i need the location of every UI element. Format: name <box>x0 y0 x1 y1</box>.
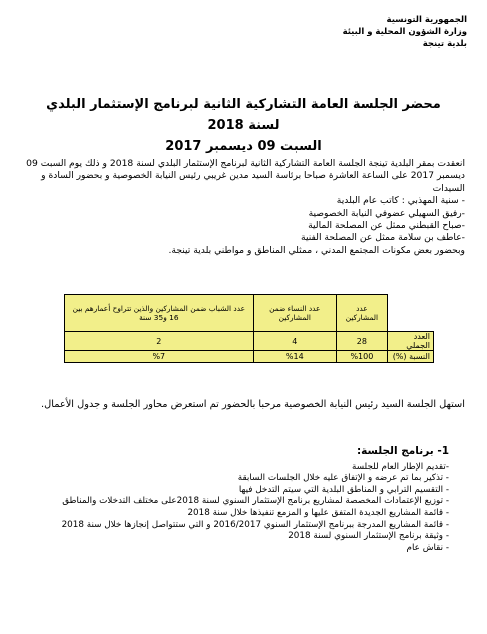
agenda-list <box>22 462 449 555</box>
attendee-item: -رفيق السهيلي عضوفي النيابة الخصوصية <box>308 207 465 219</box>
agenda-item: - قائمة المشاريع المدرجة ببرنامج الإستثمار السنوي 2016/2017 و التي ستتواصل إنجازها خلال سنة 2018 <box>61 519 449 530</box>
table-cell: %14 <box>253 351 336 363</box>
title-line-1: محضر الجلسة العامة التشاركية الثانية لبرنامج الإستثمار البلدي <box>46 97 441 112</box>
table-cell: 2 <box>65 332 254 351</box>
agenda-section <box>22 446 449 554</box>
intro-closing: وبحضور بعض مكونات المجتمع المدني ، ممثلي المناطق و مواطني بلدية تينجة. <box>168 244 465 256</box>
intro-section <box>22 158 465 257</box>
agenda-item: - التقسيم الترابي و المناطق البلدية التي سيتم التدخل فيها <box>238 484 449 495</box>
row-label: النسبة (%) <box>387 351 433 363</box>
participants-table <box>64 294 434 363</box>
title-line-2: لسنة 2018 <box>207 118 280 133</box>
table-cell: %100 <box>337 351 388 363</box>
agenda-item: - توزيع الإعتمادات المخصصة لمشاريع برنامج الإستثمار السنوي لسنة 2018على مختلف التدخلات والمناطق <box>62 496 449 507</box>
session-section <box>18 398 465 411</box>
col-header-youth: عدد الشباب ضمن المشاركين والذين تتراوح أعمارهم بين 16 و35 سنة <box>65 295 254 332</box>
ministry-name: وزارة الشؤون المحلية و البيئة <box>342 27 467 37</box>
session-paragraph: استهل الجلسة السيد رئيس النيابة الخصوصية مرحبا بالحضور تم استعرض محاور الجلسة و جدول الأعمال. <box>40 399 465 410</box>
table-cell: 28 <box>337 332 388 351</box>
title-line-3: السبت 09 ديسمبر 2017 <box>165 139 322 154</box>
agenda-item: -تقديم الإطار العام للجلسة <box>351 461 449 472</box>
intro-paragraph: انعقدت بمقر البلدية تينجة الجلسة العامة التشاركية الثانية لبرنامج الإستثمار البلدي لسنة 2018 و ذلك يوم السبت 09 ديسمبر 2017 على الساعة العاشرة صباحا برئاسة السيد مدين غريبي رئيس النيابة الخصوصية و بحضور السادة و السيدات <box>26 158 465 194</box>
municipality-name: بلدية تينجة <box>422 39 467 49</box>
agenda-item: - تذكير بما تم عرضه و الإتفاق عليه خلال الجلسات السابقة <box>237 473 449 484</box>
col-header-women: عدد النساء ضمن المشاركين <box>253 295 336 332</box>
table-row <box>65 332 434 351</box>
attendee-item: -عاطف بن سلامة ممثل عن المصلحة الفنية <box>301 232 465 244</box>
letterhead <box>267 14 467 50</box>
republic-name: الجمهورية التونسية <box>386 15 467 25</box>
agenda-heading: 1- برنامج الجلسة: <box>356 445 449 457</box>
attendee-list <box>22 195 465 245</box>
row-label: العدد الجملي <box>387 332 433 351</box>
agenda-item: - وثيقة برنامج الإستثمار السنوي لسنة 2018 <box>288 531 449 542</box>
agenda-item: - نقاش عام <box>406 542 449 553</box>
table-row <box>65 351 434 363</box>
table-cell: 4 <box>253 332 336 351</box>
attendee-item: - سنية المهذبي : كاتب عام البلدية <box>336 195 465 207</box>
col-header-participants: عدد المشاركين <box>337 295 388 332</box>
agenda-item: - قائمة المشاريع الجديدة المتفق عليها و المزمع تنفيذها خلال سنة 2018 <box>187 507 449 518</box>
document-title <box>10 94 477 157</box>
attendee-item: -صباح القبطني ممثل عن المصلحة المالية <box>308 220 465 232</box>
table-cell: %7 <box>65 351 254 363</box>
table-header-row <box>65 295 434 332</box>
